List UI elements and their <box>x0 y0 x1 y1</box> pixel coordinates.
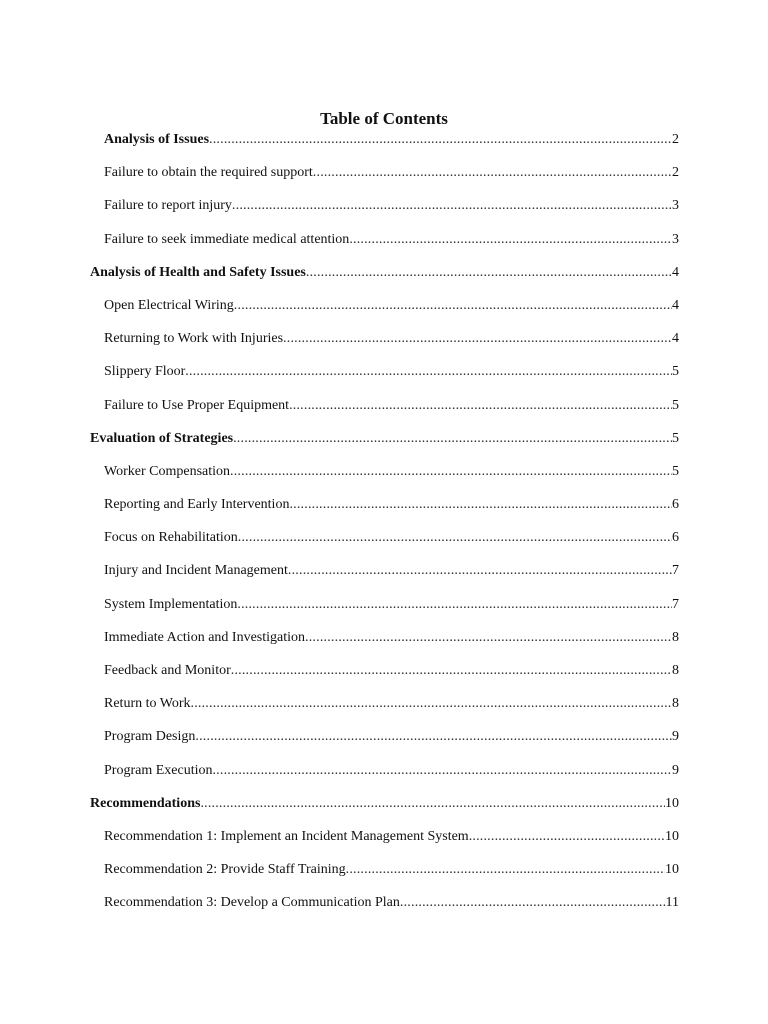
toc-dot-leader <box>209 130 672 150</box>
toc-entry-page-number: 5 <box>672 364 679 380</box>
toc-dot-leader <box>288 561 672 581</box>
toc-entry[interactable] <box>90 495 679 528</box>
toc-entry-label: Failure to obtain the required support <box>104 165 313 181</box>
toc-dot-leader <box>185 362 672 382</box>
toc-entry-label: Slippery Floor <box>104 364 186 380</box>
toc-entry-page-number: 3 <box>672 198 679 214</box>
toc-entry-label: Failure to Use Proper Equipment <box>104 397 290 413</box>
toc-entry-label: Returning to Work with Injuries <box>104 331 284 347</box>
toc-entry-page-number: 10 <box>665 828 679 844</box>
toc-dot-leader <box>400 893 666 913</box>
toc-dot-leader <box>212 761 672 781</box>
toc-entry-page-number: 8 <box>672 629 679 645</box>
toc-entry[interactable] <box>90 263 679 296</box>
toc-entry-page-number: 4 <box>672 264 679 280</box>
toc-entry-label: Recommendation 1: Implement an Incident Management System <box>104 828 469 844</box>
toc-entry[interactable] <box>90 296 679 329</box>
toc-entry-label: Open Electrical Wiring <box>104 297 234 313</box>
toc-entry-page-number: 4 <box>672 297 679 313</box>
toc-dot-leader <box>346 860 665 880</box>
toc-entry-label: Failure to seek immediate medical attention <box>104 231 350 247</box>
toc-entry[interactable] <box>90 196 679 229</box>
toc-dot-leader <box>234 296 672 316</box>
toc-entry-label: System Implementation <box>104 596 238 612</box>
toc-entry-page-number: 6 <box>672 497 679 513</box>
toc-entry[interactable] <box>90 827 679 860</box>
toc-entry-page-number: 10 <box>665 795 679 811</box>
toc-entry[interactable] <box>90 396 679 429</box>
toc-entry-label: Recommendation 3: Develop a Communication Plan <box>104 895 400 911</box>
toc-entry-page-number: 7 <box>672 563 679 579</box>
toc-dot-leader <box>233 429 672 449</box>
toc-entry-label: Injury and Incident Management <box>104 563 288 579</box>
toc-entry[interactable] <box>90 661 679 694</box>
toc-title: Table of Contents <box>320 109 448 128</box>
toc-entry[interactable] <box>90 727 679 760</box>
toc-entry[interactable] <box>90 528 679 561</box>
toc-entry[interactable] <box>90 130 679 163</box>
toc-dot-leader <box>283 329 672 349</box>
toc-entry[interactable] <box>90 595 679 628</box>
toc-entry-label: Program Design <box>104 729 196 745</box>
toc-entry-label: Feedback and Monitor <box>104 663 231 678</box>
toc-dot-leader <box>238 528 672 548</box>
toc-entry-label: Evaluation of Strategies <box>90 430 234 446</box>
toc-list <box>90 130 679 927</box>
toc-entry[interactable] <box>90 329 679 362</box>
toc-dot-leader <box>305 628 672 648</box>
toc-entry-label: Immediate Action and Investigation <box>104 629 306 645</box>
toc-entry-label: Recommendation 2: Provide Staff Training <box>104 862 346 878</box>
toc-entry-page-number: 7 <box>672 596 679 612</box>
toc-entry[interactable] <box>90 794 679 827</box>
toc-entry-label: Recommendations <box>90 795 201 811</box>
toc-dot-leader <box>289 495 672 515</box>
toc-entry-page-number: 5 <box>672 463 679 479</box>
toc-dot-leader <box>231 661 672 681</box>
toc-entry-page-number: 4 <box>672 331 679 347</box>
toc-dot-leader <box>191 694 673 714</box>
toc-entry-label: Return to Work <box>104 696 191 712</box>
toc-entry-page-number: 6 <box>672 530 679 546</box>
toc-entry-label: Analysis of Health and Safety Issues <box>90 264 306 280</box>
toc-entry[interactable] <box>90 561 679 594</box>
toc-entry-label: Program Execution <box>104 762 213 778</box>
toc-entry-page-number: 9 <box>672 729 679 745</box>
toc-entry[interactable] <box>90 462 679 495</box>
toc-entry-page-number: 3 <box>672 231 679 247</box>
toc-entry-page-number: 10 <box>665 862 679 878</box>
toc-entry[interactable] <box>90 694 679 727</box>
toc-entry[interactable] <box>90 761 679 794</box>
toc-entry-page-number: 11 <box>665 895 679 911</box>
toc-entry-label: Failure to report injury <box>104 198 232 214</box>
toc-entry-label: Analysis of Issues <box>104 132 210 147</box>
toc-entry-page-number: 5 <box>672 397 679 413</box>
toc-entry[interactable] <box>90 230 679 263</box>
toc-entry-page-number: 2 <box>672 165 679 181</box>
toc-dot-leader <box>306 263 672 283</box>
toc-dot-leader <box>289 396 672 416</box>
toc-entry-page-number: 8 <box>672 696 679 712</box>
toc-dot-leader <box>230 462 672 482</box>
toc-entry-label: Worker Compensation <box>104 463 231 479</box>
toc-entry-label: Focus on Rehabilitation <box>104 530 238 546</box>
toc-entry[interactable] <box>90 860 679 893</box>
toc-entry[interactable] <box>90 628 679 661</box>
toc-dot-leader <box>200 794 665 814</box>
toc-dot-leader <box>195 727 672 747</box>
toc-dot-leader <box>469 827 665 847</box>
toc-entry-page-number: 2 <box>672 132 679 147</box>
toc-entry[interactable] <box>90 163 679 196</box>
toc-dot-leader <box>313 163 672 183</box>
toc-entry-page-number: 9 <box>672 762 679 778</box>
toc-dot-leader <box>349 230 672 250</box>
toc-entry-page-number: 5 <box>672 430 679 446</box>
toc-entry-label: Reporting and Early Intervention <box>104 497 290 513</box>
toc-entry[interactable] <box>90 893 679 926</box>
toc-dot-leader <box>237 595 672 615</box>
toc-entry[interactable] <box>90 429 679 462</box>
toc-entry[interactable] <box>90 362 679 395</box>
toc-entry-page-number: 8 <box>672 663 679 678</box>
toc-dot-leader <box>232 196 672 216</box>
